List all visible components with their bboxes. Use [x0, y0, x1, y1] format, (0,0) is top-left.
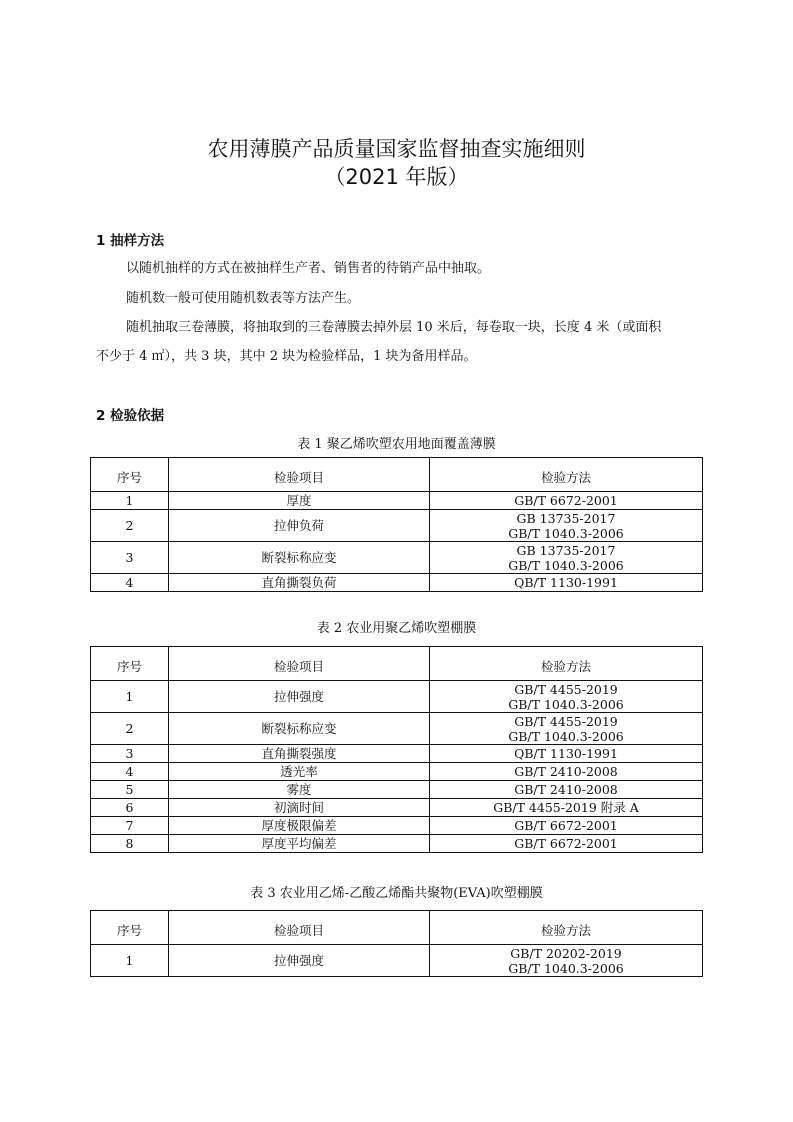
header-no: 序号	[91, 458, 169, 492]
row-item: 厚度	[169, 492, 430, 510]
method-line-1: QB/T 1130-1991	[514, 746, 618, 761]
header-method: 检验方法	[430, 911, 703, 945]
section1-paragraph-3-cont: 不少于 4 ㎡），共 3 块，其中 2 块为检验样品，1 块为备用样品。	[96, 349, 477, 364]
row-no: 1	[91, 945, 169, 977]
row-item: 拉伸负荷	[169, 510, 430, 542]
row-no: 5	[91, 781, 169, 799]
method-line-1: GB/T 6672-2001	[514, 818, 618, 833]
method-line-1: GB/T 6672-2001	[514, 493, 618, 508]
method-line-1: QB/T 1130-1991	[514, 575, 618, 590]
header-no: 序号	[91, 911, 169, 945]
row-method	[430, 781, 703, 799]
row-no: 7	[91, 817, 169, 835]
table-row	[91, 781, 703, 799]
table-row	[91, 542, 703, 574]
section1-heading: 1 抽样方法	[96, 233, 165, 249]
method-line-2: GB/T 1040.3-2006	[508, 525, 624, 541]
method-line-1: GB/T 4455-2019	[514, 681, 618, 697]
row-method	[430, 763, 703, 781]
row-no: 3	[91, 745, 169, 763]
row-item: 厚度极限偏差	[169, 817, 430, 835]
document-title: 农用薄膜产品质量国家监督抽查实施细则	[207, 137, 586, 161]
method-line-1: GB/T 4455-2019 附录 A	[493, 800, 639, 815]
row-item: 初滴时间	[169, 799, 430, 817]
table3-header-row	[91, 911, 703, 945]
table-row	[91, 574, 703, 592]
row-method	[430, 817, 703, 835]
row-no: 1	[91, 681, 169, 713]
table-row	[91, 817, 703, 835]
row-item: 直角撕裂强度	[169, 745, 430, 763]
method-line-1: GB/T 20202-2019	[510, 945, 622, 961]
row-item: 拉伸强度	[169, 681, 430, 713]
row-no: 3	[91, 542, 169, 574]
row-item: 透光率	[169, 763, 430, 781]
row-item: 断裂标称应变	[169, 542, 430, 574]
row-method	[430, 745, 703, 763]
method-line-1: GB 13735-2017	[516, 510, 616, 526]
table1	[90, 457, 703, 592]
row-item: 雾度	[169, 781, 430, 799]
header-method: 检验方法	[430, 647, 703, 681]
header-no: 序号	[91, 647, 169, 681]
row-no: 6	[91, 799, 169, 817]
method-line-1: GB/T 4455-2019	[514, 713, 618, 729]
row-no: 4	[91, 574, 169, 592]
method-line-2: GB/T 1040.3-2006	[508, 557, 624, 573]
row-method	[430, 574, 703, 592]
row-method	[430, 542, 703, 574]
section1-paragraph-2: 随机数一般可使用随机数表等方法产生。	[126, 291, 361, 306]
table-row	[91, 713, 703, 745]
row-method	[430, 492, 703, 510]
row-item: 断裂标称应变	[169, 713, 430, 745]
section1-paragraph-3: 随机抽取三卷薄膜，将抽取到的三卷薄膜去掉外层 10 米后，每卷取一块，长度 4 米（或面积	[126, 320, 662, 335]
row-method	[430, 681, 703, 713]
table-row	[91, 492, 703, 510]
method-line-1: GB/T 6672-2001	[514, 836, 618, 851]
header-item: 检验项目	[169, 911, 430, 945]
method-line-2: GB/T 1040.3-2006	[508, 728, 624, 744]
table2	[90, 646, 703, 853]
row-no: 4	[91, 763, 169, 781]
table1-caption: 表 1 聚乙烯吹塑农用地面覆盖薄膜	[297, 437, 496, 452]
row-method	[430, 510, 703, 542]
method-line-1: GB 13735-2017	[516, 542, 616, 558]
section2-heading: 2 检验依据	[96, 408, 165, 424]
table3-caption: 表 3 农业用乙烯-乙酸乙烯酯共聚物(EVA)吹塑棚膜	[250, 886, 543, 901]
header-item: 检验项目	[169, 458, 430, 492]
row-item: 拉伸强度	[169, 945, 430, 977]
table2-header-row	[91, 647, 703, 681]
table-row	[91, 745, 703, 763]
table2-caption: 表 2 农业用聚乙烯吹塑棚膜	[316, 621, 477, 636]
row-no: 2	[91, 713, 169, 745]
table-row	[91, 945, 703, 977]
table-row	[91, 681, 703, 713]
table3	[90, 910, 703, 977]
row-no: 1	[91, 492, 169, 510]
row-item: 厚度平均偏差	[169, 835, 430, 853]
method-line-1: GB/T 2410-2008	[514, 764, 618, 779]
table-row	[91, 763, 703, 781]
method-line-1: GB/T 2410-2008	[514, 782, 618, 797]
row-item: 直角撕裂负荷	[169, 574, 430, 592]
row-method	[430, 945, 703, 977]
table-row	[91, 835, 703, 853]
section1-paragraph-1: 以随机抽样的方式在被抽样生产者、销售者的待销产品中抽取。	[126, 261, 491, 276]
table-row	[91, 799, 703, 817]
method-line-2: GB/T 1040.3-2006	[508, 696, 624, 712]
method-line-2: GB/T 1040.3-2006	[508, 960, 624, 976]
header-method: 检验方法	[430, 458, 703, 492]
document-subtitle: （2021 年版）	[324, 165, 469, 189]
row-no: 2	[91, 510, 169, 542]
header-item: 检验项目	[169, 647, 430, 681]
row-method	[430, 713, 703, 745]
row-no: 8	[91, 835, 169, 853]
table1-header-row	[91, 458, 703, 492]
row-method	[430, 835, 703, 853]
table-row	[91, 510, 703, 542]
row-method	[430, 799, 703, 817]
